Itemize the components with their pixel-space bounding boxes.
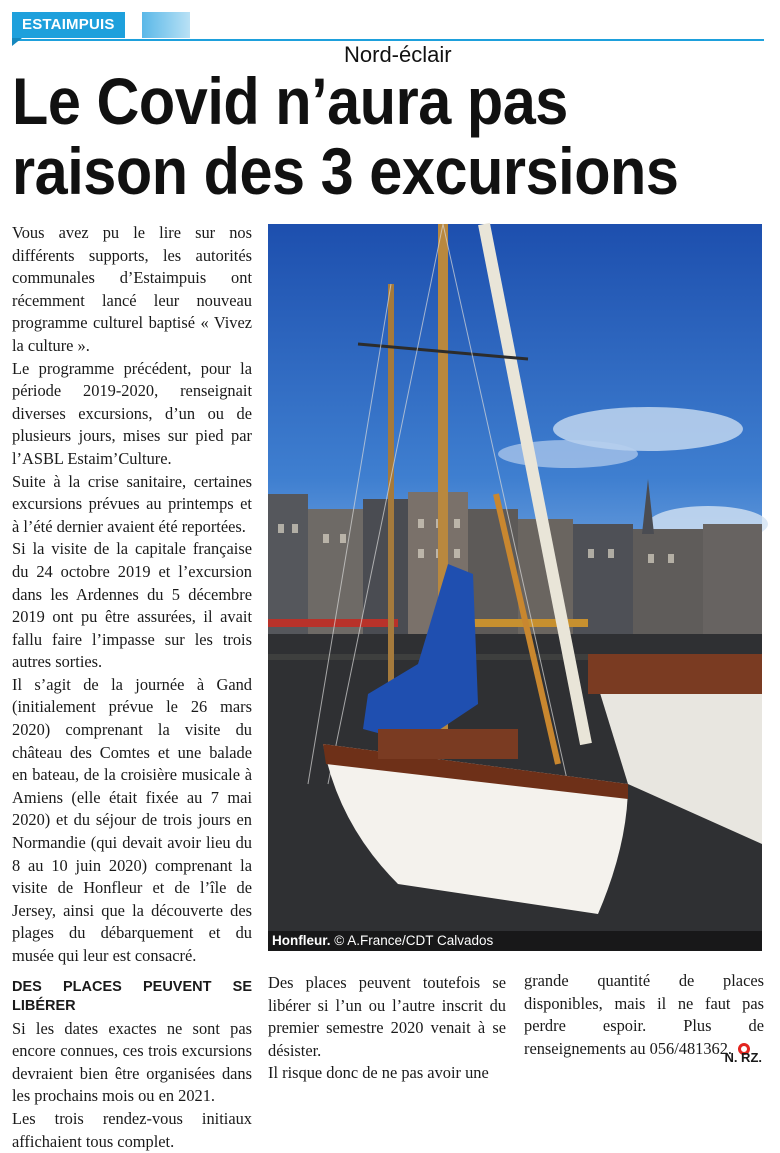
paragraph: Si la visite de la capitale française du 24 octobre 2019 et l’excursion dans les Ardennes du 5 décembre 2019 ont pu être assurées, il avait fallu faire l’impasse sur les trois autres sorties. bbox=[12, 539, 252, 672]
headline bbox=[12, 66, 692, 206]
paragraph-end bbox=[524, 970, 764, 1060]
paragraph: Suite à la crise sanitaire, certaines excursions prévues au printemps et à l’été dernier avaient été reportées. bbox=[12, 471, 252, 536]
photo-caption bbox=[268, 931, 762, 951]
article-column-right bbox=[524, 970, 764, 1060]
article-subheading: DES PLACES PEUVENT SE LIBÉRER bbox=[12, 978, 252, 1014]
article-column-left bbox=[12, 222, 252, 1153]
headline-line-2: raison des 3 excursions bbox=[12, 134, 679, 208]
rubric-gradient bbox=[142, 12, 190, 38]
article-column-middle bbox=[268, 972, 506, 1085]
sailboat-illustration bbox=[268, 224, 762, 951]
paragraph: Le programme précédent, pour la période 2019-2020, renseignait diverses excursions, d’un ou de plusieurs jours, mises sur pied par l’ASBL Estaim’Culture. bbox=[12, 358, 252, 468]
newspaper-source: Nord-éclair bbox=[344, 42, 452, 67]
caption-credit: © A.France/CDT Calvados bbox=[334, 933, 494, 948]
caption-place: Honfleur. bbox=[272, 933, 331, 948]
headline-line-1: Le Covid n’aura pas bbox=[12, 64, 568, 138]
paragraph: Il risque donc de ne pas avoir une bbox=[268, 1063, 489, 1083]
paragraph: Des places peuvent toutefois se libérer si l’un ou l’autre inscrit du premier semestre 2020 venait à se désister. bbox=[268, 973, 506, 1060]
article-photo-honfleur-harbour bbox=[268, 224, 762, 951]
paragraph: Si les dates exactes ne sont pas encore connues, ces trois excursions devraient bien être organisées dans les prochains mois ou en 2021. bbox=[12, 1018, 252, 1106]
paragraph: Il s’agit de la journée à Gand (initialement prévue le 26 mars 2020) comprenant la visite du château des Comtes et une balade en bateau, de la croisière musicale à Amiens (elle était fixée au 7 mai 2020) et du séjour de trois jours en Normandie (qui devait avoir lieu du 8 au 10 juin 2020) comprenant la visite de Honfleur et de l’île de Jersey, ainsi que la découverte des plages du débarquement et du musée qui leur est consacré. bbox=[12, 674, 252, 965]
rubric-rule bbox=[12, 39, 764, 41]
paragraph: Vous avez pu le lire sur nos différents supports, les autorités communales d’Estaimpuis ont récemment lancé leur nouveau programme culturel baptisé « Vivez la culture ». bbox=[12, 223, 252, 355]
author-signature: N. RZ. bbox=[724, 1050, 762, 1065]
paragraph-text: grande quantité de places disponibles, mais il ne faut pas perdre espoir. Plus de renseignements au 056/481362. bbox=[524, 971, 764, 1058]
paragraph: Les trois rendez-vous initiaux affichaient tous complet. bbox=[12, 1108, 252, 1151]
rubric-label: ESTAIMPUIS bbox=[12, 12, 125, 38]
section-rubric bbox=[12, 12, 764, 40]
